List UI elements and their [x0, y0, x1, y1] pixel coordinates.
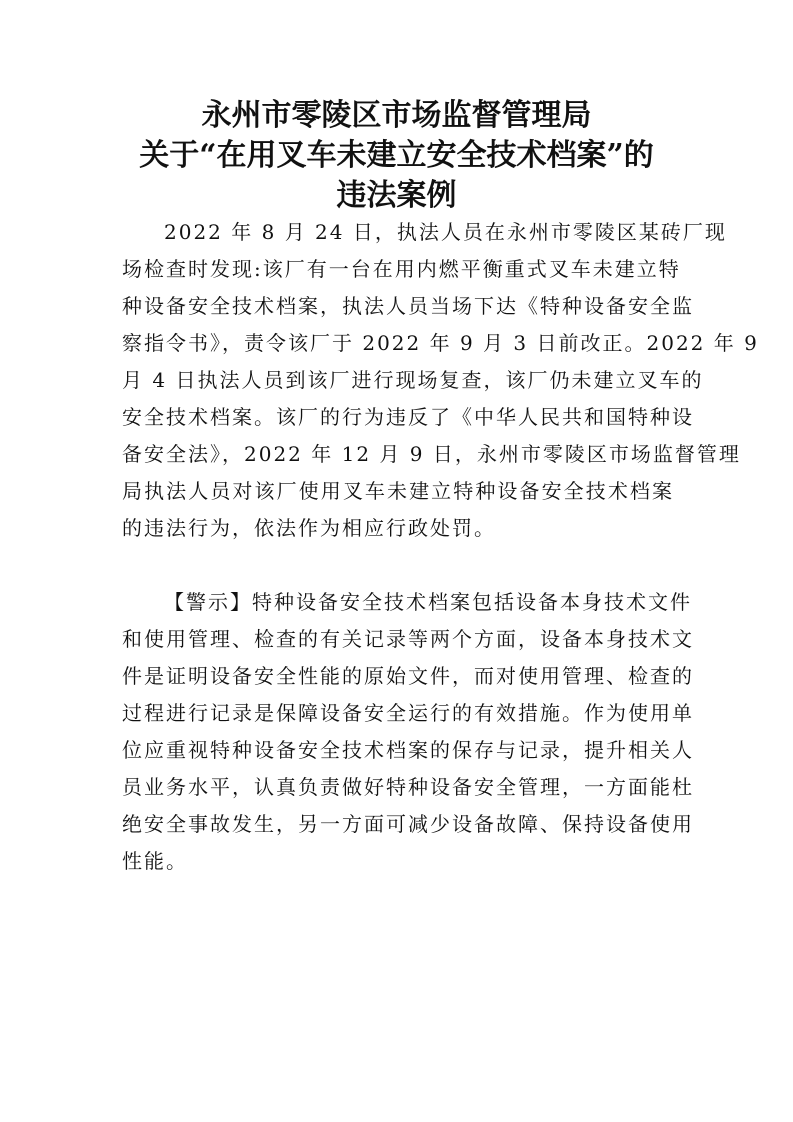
warning-line-8: 性能。 — [122, 849, 188, 873]
title-line-1: 永州市零陵区市场监督管理局 — [201, 98, 592, 133]
case-line-2: 场检查时发现:该厂有一台在用内燃平衡重式叉车未建立特 — [122, 257, 681, 281]
case-line-8: 局执法人员对该厂使用叉车未建立特种设备安全技术档案 — [122, 479, 674, 503]
case-line-9: 的违法行为，依法作为相应行政处罚。 — [122, 516, 496, 540]
warning-line-7: 绝安全事故发生，另一方面可减少设备故障、保持设备使用 — [122, 812, 694, 836]
case-paragraph — [122, 214, 759, 547]
case-line-1: 2022 年 8 月 24 日，执法人员在永州市零陵区某砖厂现 — [164, 220, 727, 244]
warning-paragraph — [122, 584, 694, 880]
case-line-6: 安全技术档案。该厂的行为违反了《中华人民共和国特种设 — [122, 405, 694, 429]
warning-line-1: 【警示】特种设备安全技术档案包括设备本身技术文件 — [164, 590, 692, 614]
warning-line-2: 和使用管理、检查的有关记录等两个方面，设备本身技术文 — [122, 627, 694, 651]
warning-line-3: 件是证明设备安全性能的原始文件，而对使用管理、检查的 — [122, 664, 694, 688]
case-line-5: 月 4 日执法人员到该厂进行现场复查，该厂仍未建立叉车的 — [122, 368, 704, 392]
title-line-3: 违法案例 — [336, 178, 457, 213]
title-line-2: 关于“在用叉车未建立安全技术档案”的 — [139, 138, 654, 173]
case-line-3: 种设备安全技术档案，执法人员当场下达《特种设备安全监 — [122, 294, 694, 318]
document-title — [110, 96, 683, 216]
case-line-4: 察指令书》，责令该厂于 2022 年 9 月 3 日前改正。2022 年 9 — [122, 331, 759, 355]
warning-line-5: 位应重视特种设备安全技术档案的保存与记录，提升相关人 — [122, 738, 694, 762]
warning-line-4: 过程进行记录是保障设备安全运行的有效措施。作为使用单 — [122, 701, 694, 725]
warning-line-6: 员业务水平，认真负责做好特种设备安全管理，一方面能杜 — [122, 775, 694, 799]
case-line-7: 备安全法》，2022 年 12 月 9 日，永州市零陵区市场监督管理 — [122, 442, 741, 466]
